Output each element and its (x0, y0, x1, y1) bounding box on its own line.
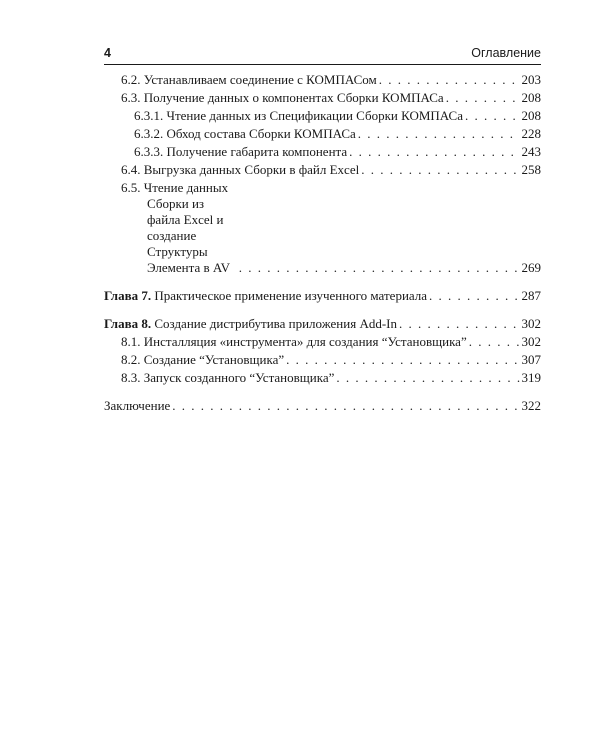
toc-entry-text: Обход состава Сборки КОМПАСа (166, 126, 356, 141)
toc-entry-text: Создание “Установщика” (143, 352, 285, 367)
dot-leader (286, 352, 519, 368)
toc-entry-number: 6.5. (121, 180, 141, 195)
dot-leader (379, 72, 520, 88)
table-of-contents (104, 72, 541, 414)
dot-leader (358, 126, 520, 142)
toc-entry (104, 352, 541, 368)
toc-entry-text: Устанавливаем соединение с КОМПАСом (143, 72, 377, 87)
toc-entry-page: 302 (521, 316, 541, 331)
dot-leader (446, 90, 520, 106)
toc-entry-text: Практическое применение изученного материала (154, 288, 428, 303)
toc-entry-page: 208 (521, 108, 541, 123)
toc-entry-text: Создание дистрибутива приложения Add-In (154, 316, 397, 331)
toc-conclusion (104, 398, 541, 414)
dot-leader (429, 288, 519, 304)
toc-entry-number: 6.3. (121, 90, 141, 105)
toc-entry-page: 319 (521, 370, 541, 385)
dot-leader (469, 334, 520, 350)
toc-entry-number: 8.2. (121, 352, 141, 367)
toc-entry-number: 6.4. (121, 162, 141, 177)
toc-entry-number: 6.2. (121, 72, 141, 87)
page-header (104, 43, 541, 63)
toc-entry-number: 8.3. (121, 370, 141, 385)
toc-entry-text: Чтение данных из Спецификации Сборки КОМПАСа (166, 108, 463, 123)
toc-entry-page: 203 (521, 72, 541, 87)
toc-entry-page: 302 (521, 334, 541, 349)
toc-entry-number: 8.1. (121, 334, 141, 349)
toc-entry-page: 208 (521, 90, 541, 105)
toc-entry-text: Выгрузка данных Сборки в файл Excel (143, 162, 360, 177)
dot-leader (239, 260, 520, 276)
toc-entry-page: 228 (521, 126, 541, 141)
toc-entry-number: 6.3.2. (134, 126, 164, 141)
toc-entry (104, 180, 541, 276)
toc-entry-page: 322 (521, 398, 541, 413)
dot-leader (361, 162, 519, 178)
toc-entry (104, 370, 541, 386)
toc-entry (104, 334, 541, 350)
toc-entry-text: Заключение (104, 398, 171, 413)
toc-entry-text: Чтение данных Сборки из файла Excel и создание Структуры Элемента в AV (143, 180, 230, 275)
dot-leader (349, 144, 519, 160)
toc-entry-page: 243 (521, 144, 541, 159)
toc-entry (104, 72, 541, 88)
toc-entry-page: 269 (521, 260, 541, 275)
toc-entry-page: 307 (521, 352, 541, 367)
toc-entry-number: 6.3.3. (134, 144, 164, 159)
toc-entry (104, 162, 541, 178)
toc-entry (104, 108, 541, 124)
dot-leader (336, 370, 519, 386)
running-title: Оглавление (471, 46, 541, 60)
toc-entry-text: Получение габарита компонента (166, 144, 348, 159)
toc-entry-page: 287 (521, 288, 541, 303)
toc-entry-text: Запуск созданного “Установщика” (143, 370, 335, 385)
toc-entry (104, 144, 541, 160)
toc-entry-number: 6.3.1. (134, 108, 164, 123)
header-rule (104, 64, 541, 65)
toc-entry-page: 258 (521, 162, 541, 177)
dot-leader (399, 316, 520, 332)
toc-chapter-label: Глава 8. (104, 316, 152, 331)
toc-chapter-label: Глава 7. (104, 288, 152, 303)
toc-entry (104, 126, 541, 142)
dot-leader (465, 108, 520, 124)
dot-leader (172, 398, 519, 414)
toc-entry (104, 90, 541, 106)
toc-chapter (104, 288, 541, 304)
page-number: 4 (104, 46, 111, 60)
toc-entry-text: Получение данных о компонентах Сборки КОМПАСа (143, 90, 444, 105)
toc-entry-text: Инсталляция «инструмента» для создания “Установщика” (143, 334, 467, 349)
toc-chapter (104, 316, 541, 332)
